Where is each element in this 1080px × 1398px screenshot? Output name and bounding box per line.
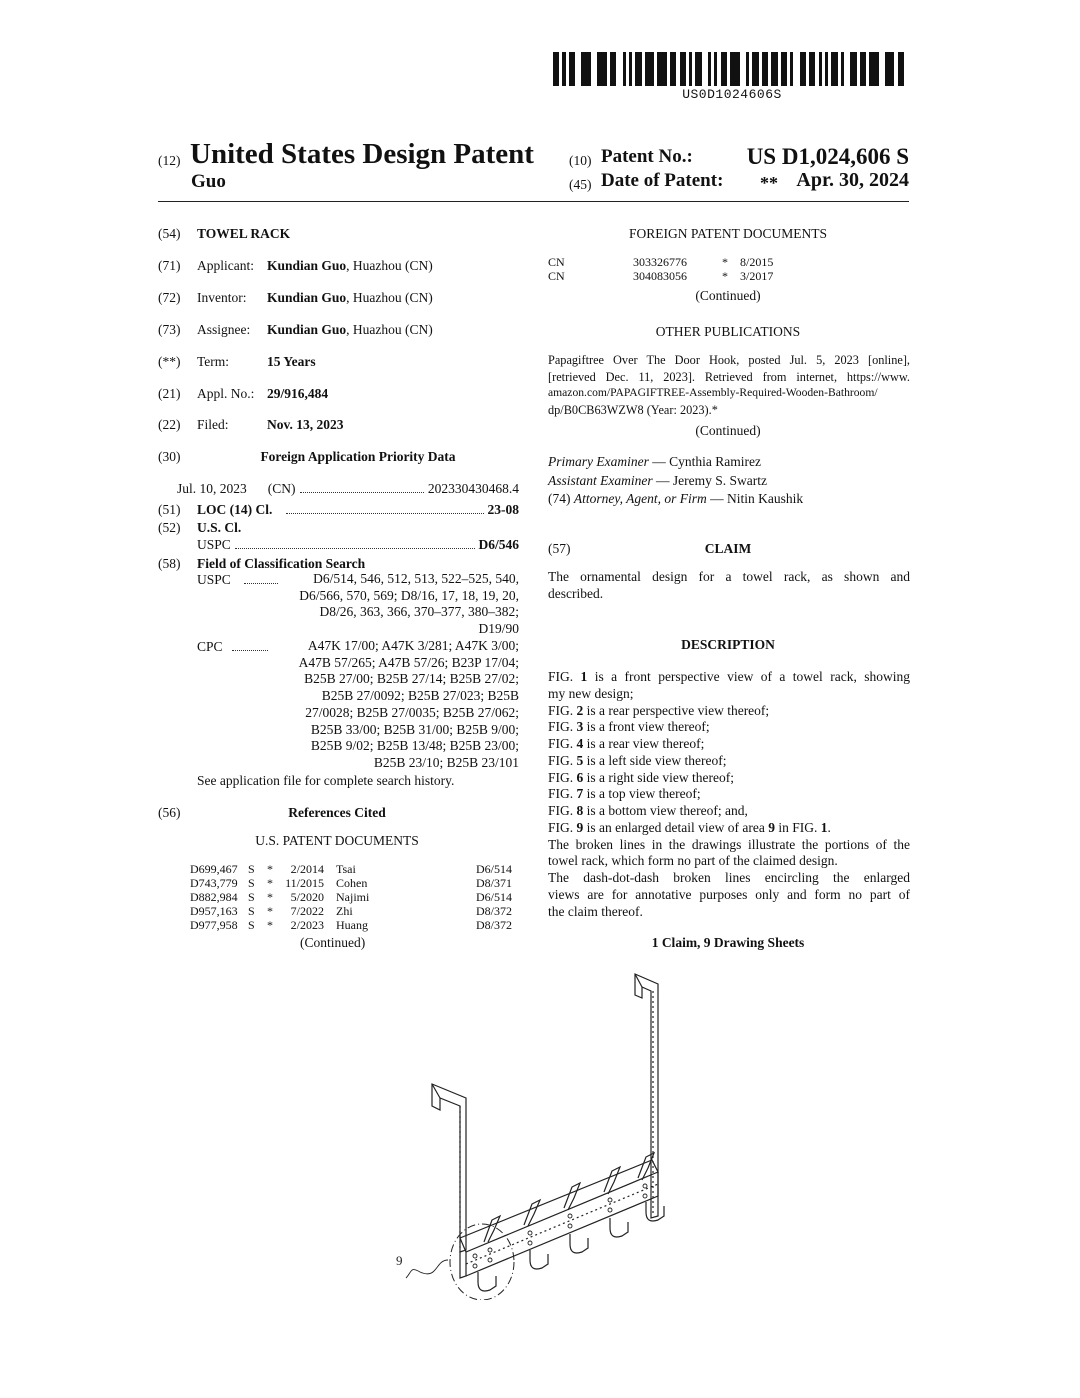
ref-date: 2/2023 <box>290 918 324 932</box>
barcode-bar <box>657 52 667 86</box>
ref-class: D6/514 <box>476 862 512 876</box>
applicant-place: , Huazhou (CN) <box>346 258 433 273</box>
assistant-examiner <box>548 472 767 489</box>
barcode-bar <box>581 52 591 86</box>
code-term: (**) <box>158 354 181 369</box>
publication-line: Papagiftree Over The Door Hook, posted Jul. 5, 2023 [online], <box>548 353 910 367</box>
publication-line: dp/B0CB63WZW8 (Year: 2023).* <box>548 403 718 418</box>
description-line: my new design; <box>548 685 634 701</box>
ref-date: 7/2022 <box>290 904 324 918</box>
code-12: (12) <box>158 153 181 168</box>
barcode-bar <box>730 52 740 86</box>
foreign-number: 303326776 <box>633 255 687 269</box>
applicant-name: Kundian Guo <box>267 258 347 273</box>
ref-kind: S <box>248 862 255 876</box>
assignee-label: Assignee: <box>197 322 251 337</box>
other-publications-heading: OTHER PUBLICATIONS <box>655 324 801 339</box>
code-58: (58) <box>158 556 181 571</box>
description-line: The broken lines in the drawings illustrate the portions of the <box>548 836 910 852</box>
claim-text <box>548 569 910 602</box>
us-patent-docs-heading: U.S. PATENT DOCUMENTS <box>255 833 419 848</box>
description-line: FIG. 7 is a top view thereof; <box>548 786 701 802</box>
description-line: towel rack, which form no part of the claimed design. <box>548 853 838 869</box>
callout-leader <box>406 1260 448 1278</box>
ref-kind: S <box>248 904 255 918</box>
attorney-label: Attorney, Agent, or Firm <box>573 491 707 506</box>
claims-summary: 1 Claim, 9 Drawing Sheets <box>651 935 805 950</box>
publication-line: [retrieved Dec. 11, 2023]. Retrieved from internet, https://www. <box>548 369 910 384</box>
date-of-patent: Apr. 30, 2024 <box>796 169 909 191</box>
date-label: Date of Patent: <box>601 170 724 191</box>
claim-heading: CLAIM <box>704 541 752 556</box>
code-45: (45) <box>569 177 592 192</box>
claim-line: The ornamental design for a towel rack, as shown and <box>548 569 910 584</box>
description-line: FIG. 8 is a bottom view thereof; and, <box>548 803 748 818</box>
ref-name: Najimi <box>336 890 370 904</box>
ref-date: 11/2015 <box>285 876 324 890</box>
claim-line: described. <box>548 585 604 601</box>
uspc-line: D6/514, 546, 512, 513, 522–525, 540, <box>313 571 519 586</box>
code-71: (71) <box>158 258 181 273</box>
barcode-bar <box>869 52 879 86</box>
description-line: FIG. 5 is a left side view thereof; <box>548 752 727 768</box>
description-line: FIG. 3 is a front view thereof; <box>548 719 710 735</box>
inventor-place: , Huazhou (CN) <box>346 290 433 305</box>
ref-kind: S <box>248 876 255 890</box>
code-72: (72) <box>158 290 181 305</box>
foreign-docs-heading: FOREIGN PATENT DOCUMENTS <box>628 226 828 241</box>
term-label: Term: <box>197 354 230 369</box>
inventor-surname: Guo <box>191 171 226 192</box>
barcode-bar <box>904 52 910 86</box>
cpc-line: B25B 23/10; B25B 23/101 <box>373 754 519 770</box>
ref-name-leader <box>336 862 472 876</box>
code-10: (10) <box>569 153 592 168</box>
attorney-code: (74) <box>548 491 571 506</box>
inventor-label: Inventor: <box>197 290 247 305</box>
cpc-line: B25B 27/0092; B25B 27/023; B25B <box>321 688 519 704</box>
loc-value: 23-08 <box>487 502 519 517</box>
code-52: (52) <box>158 520 181 535</box>
date-stars: ** <box>760 173 778 193</box>
ref-name: Zhi <box>336 904 353 918</box>
ref-name: Cohen <box>336 876 368 890</box>
applicant-value <box>267 257 433 274</box>
cpc-line: 27/0028; B25B 27/0035; B25B 27/062; <box>305 704 519 720</box>
code-57: (57) <box>548 541 571 556</box>
cpc-line: B25B 9/02; B25B 13/48; B25B 23/00; <box>310 738 519 754</box>
description-text <box>548 669 910 920</box>
ref-class: D8/372 <box>476 918 512 932</box>
ref-class: D8/371 <box>476 876 512 890</box>
other-publications-text <box>548 352 910 419</box>
barcode-bar <box>597 52 607 86</box>
uspc-label: USPC <box>197 537 231 552</box>
dot-leader <box>300 491 424 493</box>
code-56: (56) <box>158 805 181 820</box>
foreign-continued: (Continued) <box>695 288 761 303</box>
ref-star: * <box>267 890 273 904</box>
ref-star: * <box>267 904 273 918</box>
cpc-line: B25B 33/00; B25B 31/00; B25B 9/00; <box>310 721 519 737</box>
ref-name: Huang <box>336 918 368 932</box>
description-line: FIG. 9 is an enlarged detail view of area 9 in FIG. 1. <box>548 819 831 835</box>
ref-star: * <box>267 918 273 932</box>
priority-number: 202330430468.4 <box>427 481 519 496</box>
code-54: (54) <box>158 226 181 241</box>
foreign-star: * <box>722 255 728 269</box>
ref-name-leader <box>336 918 472 932</box>
references-heading: References Cited <box>288 805 386 820</box>
towel-rack-figure <box>380 960 700 1300</box>
patent-title: United States Design Patent <box>190 138 534 170</box>
ref-name-leader <box>336 904 472 918</box>
description-line: FIG. 6 is a right side view thereof; <box>548 769 734 785</box>
cpc-line: A47B 57/265; A47B 57/26; B23P 17/04; <box>298 654 519 670</box>
filed-value: Nov. 13, 2023 <box>267 417 344 432</box>
foreign-row <box>548 255 848 269</box>
dot-leader <box>286 512 483 514</box>
primary-examiner <box>548 453 761 470</box>
patent-number: US D1,024,606 S <box>746 144 909 169</box>
rail-bolts <box>473 1184 647 1268</box>
ref-kind: S <box>248 918 255 932</box>
uspc-row <box>197 536 519 553</box>
foreign-date: 8/2015 <box>740 255 774 269</box>
header-rule <box>158 201 909 202</box>
ref-name: Tsai <box>336 862 356 876</box>
primary-examiner-label: Primary Examiner <box>548 454 649 469</box>
appl-no-label: Appl. No.: <box>197 386 255 401</box>
ref-star: * <box>267 876 273 890</box>
uspc-line: D8/26, 363, 366, 370–377, 380–382; <box>319 604 519 620</box>
filed-label: Filed: <box>197 417 229 432</box>
primary-examiner-name: — Cynthia Ramirez <box>652 454 761 469</box>
us-cl-label: U.S. Cl. <box>197 520 242 535</box>
assistant-examiner-label: Assistant Examiner <box>548 473 653 488</box>
ref-class: D8/372 <box>476 904 512 918</box>
inventor-value <box>267 289 433 306</box>
barcode-bars <box>553 52 911 86</box>
description-line: the claim thereof. <box>548 903 643 919</box>
foreign-date: 3/2017 <box>740 269 774 283</box>
loc-label: LOC (14) Cl. <box>197 502 273 517</box>
ref-date: 5/2020 <box>290 890 324 904</box>
ref-number: D743,779 <box>190 876 238 890</box>
dot-leader <box>235 547 475 549</box>
patent-no-label: Patent No.: <box>601 146 693 167</box>
ref-number: D977,958 <box>190 918 238 932</box>
code-30: (30) <box>158 449 181 464</box>
description-line: The dash-dot-dash broken lines encircling the enlarged <box>548 870 910 885</box>
search-cpc-label: CPC <box>197 639 223 654</box>
code-73: (73) <box>158 322 181 337</box>
design-title: TOWEL RACK <box>197 226 291 241</box>
description-line: FIG. 1 is a front perspective view of a towel rack, showing <box>548 669 910 684</box>
search-uspc-label: USPC <box>197 572 231 587</box>
rear-hanger-bracket <box>635 974 658 1218</box>
description-heading: DESCRIPTION <box>681 637 775 652</box>
ref-name-leader <box>336 890 472 904</box>
inventor-name: Kundian Guo <box>267 290 347 305</box>
front-hanger-bracket <box>432 1084 466 1252</box>
ref-class: D6/514 <box>476 890 512 904</box>
code-22: (22) <box>158 417 181 432</box>
barcode-bar <box>885 52 895 86</box>
assignee-place: , Huazhou (CN) <box>346 322 433 337</box>
description-line: FIG. 2 is a rear perspective view thereof; <box>548 702 770 718</box>
attorney <box>548 490 803 507</box>
description-line: FIG. 4 is a rear view thereof; <box>548 736 705 751</box>
search-history-note: See application file for complete search history. <box>197 773 455 788</box>
search-uspc-lines <box>250 571 519 638</box>
publication-line: amazon.com/PAPAGIFTREE-Assembly-Required-Wooden-Bathroom/ <box>548 386 878 400</box>
priority-country: (CN) <box>267 481 296 496</box>
assistant-examiner-name: — Jeremy S. Swartz <box>656 473 767 488</box>
ref-number: D957,163 <box>190 904 238 918</box>
other-publications-continued: (Continued) <box>695 423 761 438</box>
foreign-number: 304083056 <box>633 269 687 283</box>
foreign-star: * <box>722 269 728 283</box>
search-cpc-lines <box>250 638 519 772</box>
attorney-name: — Nitin Kaushik <box>710 491 804 506</box>
uspc-value: D6/546 <box>478 537 519 552</box>
foreign-row <box>548 269 848 283</box>
assignee-value <box>267 321 433 338</box>
references-continued: (Continued) <box>300 935 366 950</box>
priority-date: Jul. 10, 2023 <box>177 481 247 496</box>
code-51: (51) <box>158 502 181 517</box>
applicant-label: Applicant: <box>197 258 254 273</box>
code-21: (21) <box>158 386 181 401</box>
barcode-bar <box>645 52 655 86</box>
barcode-text: US0D1024606S <box>682 87 782 102</box>
priority-row <box>177 480 519 497</box>
figure-callout-9: 9 <box>396 1253 403 1268</box>
ref-date: 2/2014 <box>290 862 324 876</box>
foreign-country: CN <box>548 269 565 283</box>
description-line: views are for annotative purposes only and form no part of <box>548 886 910 902</box>
loc-row <box>197 501 519 518</box>
uspc-line: D19/90 <box>478 621 519 637</box>
cpc-line: A47K 17/00; A47K 3/281; A47K 3/00; <box>307 638 519 653</box>
cpc-line: B25B 27/00; B25B 27/14; B25B 27/02; <box>304 671 519 687</box>
ref-name-leader <box>336 876 472 890</box>
uspc-line: D6/566, 570, 569; D8/16, 17, 18, 19, 20, <box>299 587 519 603</box>
lower-hooks <box>478 1202 664 1291</box>
ref-number: D699,467 <box>190 862 238 876</box>
ref-kind: S <box>248 890 255 904</box>
foreign-country: CN <box>548 255 565 269</box>
priority-heading: Foreign Application Priority Data <box>260 449 456 464</box>
assignee-name: Kundian Guo <box>267 322 347 337</box>
field-search-heading: Field of Classification Search <box>197 556 366 571</box>
term-value: 15 Years <box>267 354 316 369</box>
appl-no-value: 29/916,484 <box>267 386 329 401</box>
ref-star: * <box>267 862 273 876</box>
barcode <box>553 52 911 102</box>
ref-number: D882,984 <box>190 890 238 904</box>
